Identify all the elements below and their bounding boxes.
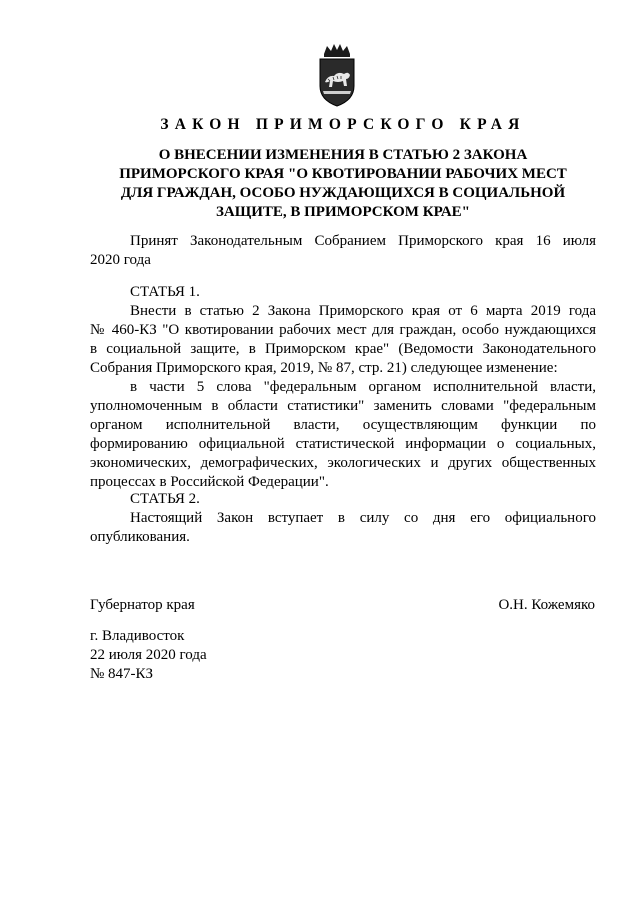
city: г. Владивосток [90, 628, 185, 644]
subtitle-line: ПРИМОРСКОГО КРАЯ "О КВОТИРОВАНИИ РАБОЧИХ МЕСТ [119, 166, 567, 182]
law-subtitle [90, 146, 596, 222]
article-1-text-line: в части 5 слова "федеральным органом исполнительной власти, [130, 379, 596, 395]
adoption-line: Принят Законодательным Собранием Приморского края 16 июля [130, 233, 596, 249]
subtitle-line: О ВНЕСЕНИИ ИЗМЕНЕНИЯ В СТАТЬЮ 2 ЗАКОНА [158, 147, 528, 163]
article-2-heading: СТАТЬЯ 2. [130, 491, 200, 507]
article-2-text-line: опубликования. [90, 529, 190, 545]
article-1-text-line: формированию официальной статистической информации о социальных, [90, 436, 596, 452]
article-1-text-line: № 460-КЗ "О квотировании рабочих мест для граждан, особо нуждающихся [90, 322, 596, 338]
article-1-text-line: органом исполнительной власти, осуществляющим функции по [90, 417, 596, 433]
article-1-text-line: экономических, демографических, экологических и других общественных [90, 455, 596, 471]
article-1-text-line: уполномоченным в области статистики" заменить словами "федеральным [90, 398, 596, 414]
date: 22 июля 2020 года [90, 647, 207, 663]
article-1-heading: СТАТЬЯ 1. [130, 284, 200, 300]
signatory-name: О.Н. Кожемяко [498, 597, 595, 613]
article-1-text-line: процессах в Российской Федерации". [90, 474, 329, 490]
subtitle-line: ЗАЩИТЕ, В ПРИМОРСКОМ КРАЕ" [215, 204, 471, 220]
law-title: ЗАКОН ПРИМОРСКОГО КРАЯ [160, 116, 526, 133]
adoption-line: 2020 года [90, 252, 151, 268]
place-date-number [90, 627, 207, 684]
article-2 [90, 490, 596, 547]
adoption-note [90, 232, 596, 270]
article-1-text-line: Внести в статью 2 Закона Приморского края от 6 марта 2019 года [130, 303, 596, 319]
article-1-text-line: в социальной защите, в Приморском крае" (Ведомости Законодательного [90, 341, 596, 357]
law-number: № 847-КЗ [90, 666, 154, 682]
article-2-text-line: Настоящий Закон вступает в силу со дня его официального [130, 510, 596, 526]
primorsky-krai-coat-of-arms-icon [314, 44, 360, 108]
article-1 [90, 283, 596, 492]
subtitle-line: ДЛЯ ГРАЖДАН, ОСОБО НУЖДАЮЩИХСЯ В СОЦИАЛЬНОЙ [120, 185, 566, 201]
signatory-position: Губернатор края [90, 597, 195, 613]
article-1-text-line: Собрания Приморского края, 2019, № 87, стр. 21) следующее изменение: [90, 360, 558, 376]
